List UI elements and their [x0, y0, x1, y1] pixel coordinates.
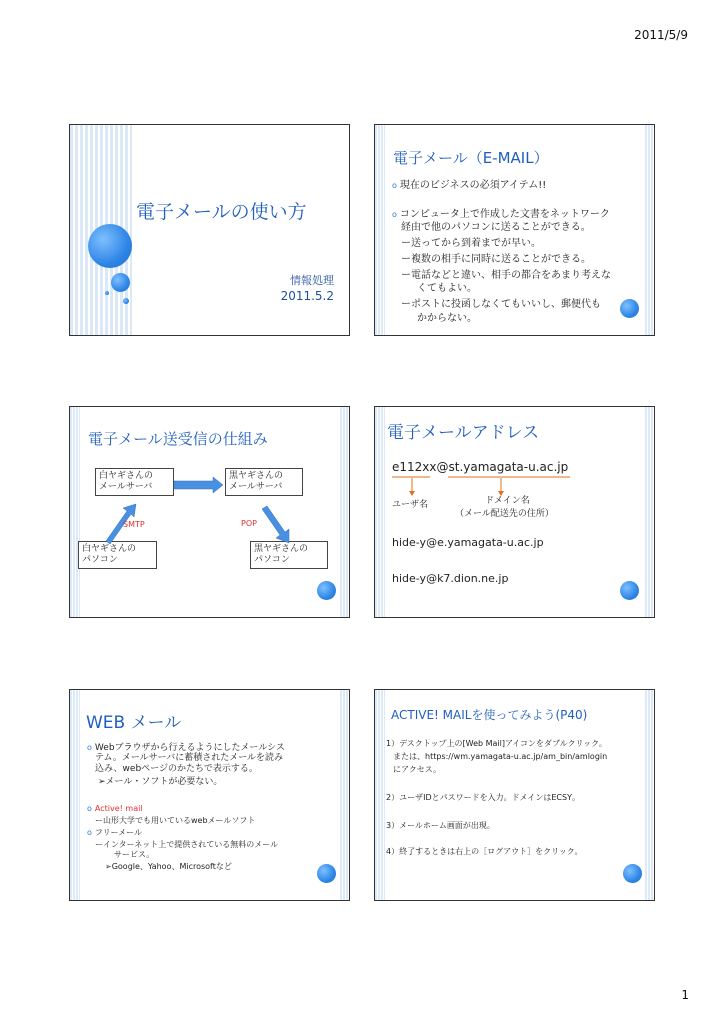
sub-item: ー山形大学でも用いているwebメールソフト: [95, 816, 256, 825]
arrow-server-to-pc: [262, 506, 289, 543]
step-1-cont: にアクセス。: [393, 765, 441, 774]
sub-item: ー送ってから到着までが早い。: [401, 238, 541, 249]
white-goat-pc-box: 白ヤギさんの パソコン: [78, 541, 157, 569]
decorative-circle: [620, 581, 639, 600]
black-goat-server-box: 黒ヤギさんの メールサーバ: [225, 468, 303, 496]
page-number: 1: [681, 988, 689, 1002]
bullet-icon: o: [392, 181, 397, 190]
decorative-stripes-right: [644, 690, 654, 900]
sub-item: ーポストに投函しなくてもいいし、郵便代も: [401, 299, 601, 310]
step-1: 1）デスクトップ上の[Web Mail]アイコンをダブルクリック。: [386, 739, 607, 748]
bullet-item: o Webブラウザから行えるようにしたメールシス: [87, 743, 285, 753]
decorative-circle: [317, 581, 336, 600]
domain-name-label: ドメイン名: [485, 496, 530, 506]
bullet-icon: o: [87, 828, 92, 837]
decorative-circle: [317, 864, 336, 883]
slide-date: 2011.5.2: [280, 289, 334, 303]
bullet-item-cont: 込み、webページのかたちで表示する。: [95, 764, 258, 774]
document-date: 2011/5/9: [634, 28, 688, 42]
sub-item: ー複数の相手に同時に送ることができる。: [401, 254, 591, 265]
black-goat-pc-box: 黒ヤギさんの パソコン: [250, 541, 328, 569]
bullet-item-cont: 経由で他のパソコンに送ることができる。: [401, 222, 591, 233]
sub-item: ー電話などと違い、相手の都合をあまり考えな: [401, 270, 611, 281]
example-address-1: hide-y@e.yamagata-u.ac.jp: [392, 536, 544, 549]
sub-item-cont: かからない。: [417, 313, 477, 324]
decorative-stripes: [70, 690, 80, 900]
bullet-icon: o: [87, 743, 92, 752]
bullet-item: o Active! mail: [87, 804, 143, 813]
white-goat-server-box: 白ヤギさんの メールサーバ: [95, 468, 174, 496]
slide-subject: 情報処理: [290, 274, 334, 287]
slide-6-active-mail: [374, 689, 655, 901]
step-1-url: または、https://wm.yamagata-u.ac.jp/am_bin/amlogin: [393, 752, 608, 761]
slide-5-webmail: [69, 689, 350, 901]
sub-item-cont: サービス。: [114, 850, 155, 859]
example-address-2: hide-y@k7.dion.ne.jp: [392, 572, 509, 585]
step-3: 3）メールホーム画面が出現。: [386, 821, 495, 830]
decorative-circle-large: [88, 224, 132, 268]
decorative-stripes-right: [644, 125, 654, 335]
bullet-icon: o: [392, 210, 397, 219]
slide-title: 電子メールアドレス: [387, 423, 540, 443]
bullet-item: o フリーメール: [87, 828, 143, 837]
slide-1-title: [69, 124, 350, 336]
decorative-circle: [620, 299, 639, 318]
slide-title: 電子メール（E-MAIL）: [393, 149, 549, 167]
decorative-circle: [623, 864, 642, 883]
bullet-icon: o: [87, 804, 92, 813]
slide-title: ACTIVE! MAILを使ってみよう(P40): [391, 708, 588, 722]
decorative-circle-tiny: [105, 291, 109, 295]
slide-title: 電子メールの使い方: [136, 201, 307, 223]
decorative-stripes-right: [339, 690, 349, 900]
decorative-circle-medium: [111, 273, 130, 292]
decorative-circle-small: [123, 298, 129, 304]
smtp-label: SMTP: [123, 520, 145, 529]
arrow-server-to-server: [174, 477, 223, 493]
slide-3-mechanism: [69, 406, 350, 618]
bullet-item-cont: テム。メールサーバに蓄積されたメールを読み: [95, 753, 284, 763]
step-4: 4）終了するときは右上の［ログアウト］をクリック。: [386, 847, 583, 856]
sub-item-cont: くてもよい。: [417, 283, 477, 294]
domain-description: （メール配送先の住所）: [455, 509, 554, 519]
decorative-stripes: [375, 690, 385, 900]
sub-item: ➢メール・ソフトが必要ない。: [98, 777, 223, 787]
slide-title: 電子メール送受信の仕組み: [88, 430, 268, 448]
decorative-stripes: [375, 125, 385, 335]
sub-item: ーインターネット上で提供されている無料のメール: [95, 840, 279, 849]
bullet-item: o 現在のビジネスの必須アイテム!!: [392, 180, 547, 191]
slide-title: WEB メール: [86, 713, 182, 733]
user-name-label: ユーザ名: [392, 500, 429, 510]
step-2: 2）ユーザIDとパスワードを入力。ドメインはECSY。: [386, 793, 580, 802]
bullet-item: o コンピュータ上で作成した文書をネットワーク: [392, 209, 610, 220]
slide-2-email: [374, 124, 655, 336]
pop-label: POP: [241, 519, 257, 528]
flow-arrows: [70, 407, 349, 617]
slide-4-address: [374, 406, 655, 618]
email-address: e112xx@st.yamagata-u.ac.jp: [392, 460, 569, 474]
sub-item: ➢Google、Yahoo、Microsoftなど: [105, 862, 232, 871]
